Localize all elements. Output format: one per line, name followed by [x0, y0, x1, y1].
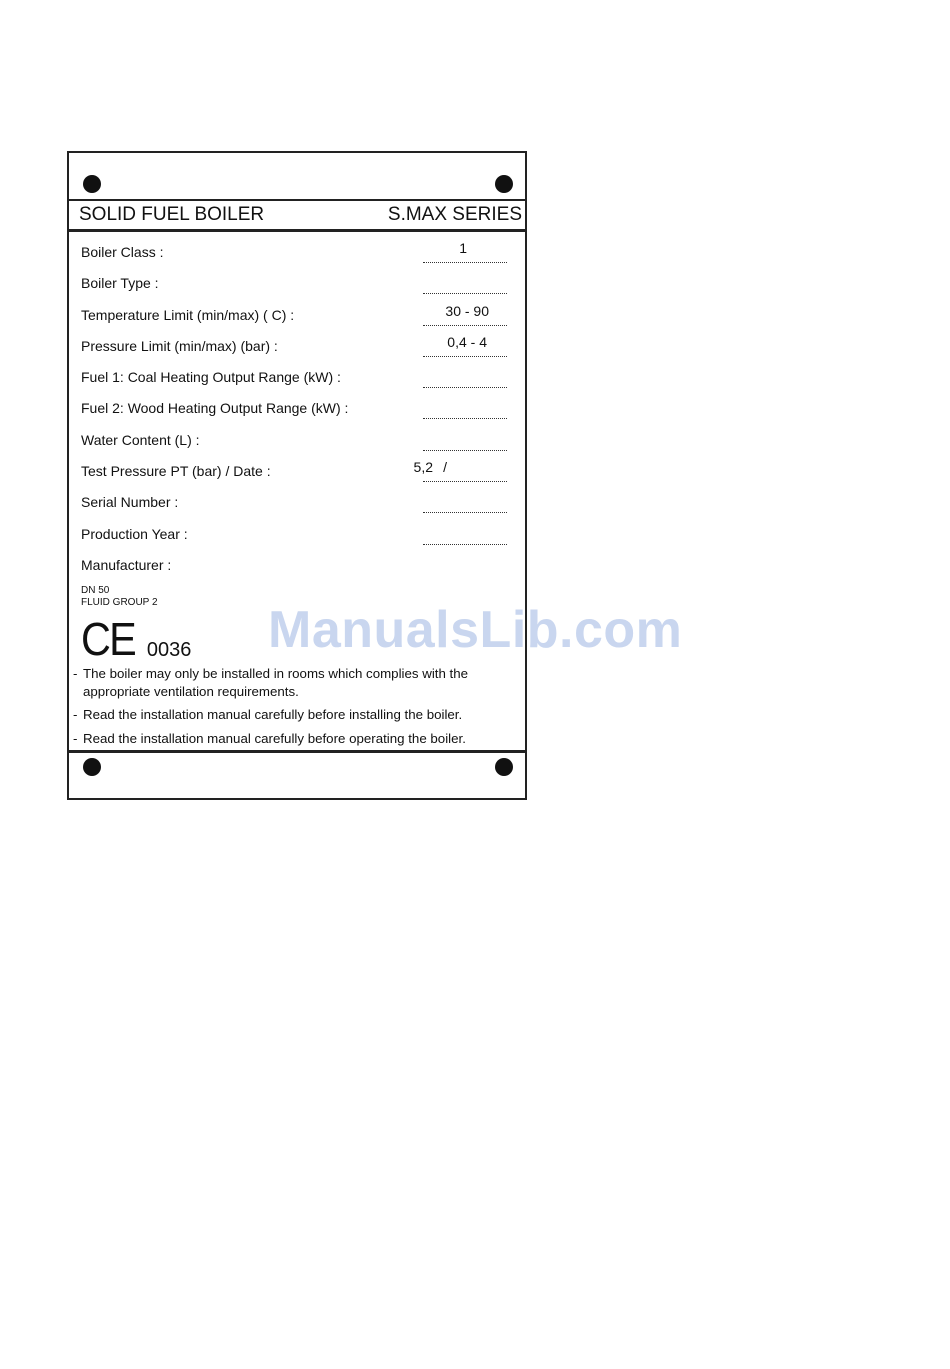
- field-value: 1: [459, 240, 467, 256]
- watermark: ManualsLib.com: [268, 601, 683, 659]
- field-dotted-line: [423, 369, 507, 388]
- mounting-hole-top-left: [83, 175, 101, 193]
- field-dotted-line: [423, 526, 507, 545]
- field-water-content: [81, 428, 507, 459]
- field-label: Fuel 1: Coal Heating Output Range (kW) :: [81, 369, 341, 386]
- field-boiler-class: [81, 240, 507, 271]
- note-text: The boiler may only be installed in rooms which complies with the appropriate ventilation requirements.: [83, 666, 469, 699]
- field-label: Temperature Limit (min/max) ( C) :: [81, 306, 295, 323]
- field-pressure-limit: [81, 334, 507, 365]
- plate-notes: [73, 665, 517, 753]
- field-fuel-2: [81, 396, 507, 427]
- field-dotted-line: [423, 494, 507, 513]
- field-label: Boiler Class :: [81, 244, 164, 260]
- plate-fields: [81, 240, 507, 584]
- bottom-divider: [69, 750, 525, 753]
- plate-title-left: SOLID FUEL BOILER: [79, 204, 265, 225]
- field-value: 30 - 90: [445, 302, 489, 319]
- field-fuel-1: [81, 365, 507, 396]
- field-label: Boiler Type :: [81, 275, 159, 292]
- plate-title-bar: [69, 199, 525, 232]
- field-dotted-line: [423, 463, 507, 482]
- fluid-group-label: FLUID GROUP 2: [81, 597, 158, 608]
- field-label: Manufacturer :: [81, 556, 172, 573]
- field-label: Serial Number :: [81, 494, 179, 511]
- note-item: - Read the installation manual carefully before installing the boiler.: [73, 707, 463, 722]
- boiler-rating-plate: [67, 151, 527, 800]
- field-value: 0,4 - 4: [447, 333, 487, 350]
- plate-title-right: S.MAX SERIES: [387, 204, 522, 225]
- mounting-hole-bottom-left: [83, 758, 101, 776]
- field-label: Production Year :: [81, 525, 188, 542]
- mounting-hole-bottom-right: [495, 758, 513, 776]
- field-production-year: [81, 522, 507, 553]
- ce-mark-icon: CE: [81, 613, 135, 665]
- note-text: Read the installation manual carefully before installing the boiler.: [83, 707, 463, 722]
- field-dotted-line: [423, 400, 507, 419]
- note-item: - The boiler may only be installed in rooms which complies with the appropriate ventilation requirements.: [73, 665, 517, 700]
- field-dotted-line: [423, 432, 507, 451]
- note-text: Read the installation manual carefully before operating the boiler.: [83, 730, 466, 746]
- field-manufacturer: [81, 553, 507, 584]
- note-item: - Read the installation manual carefully before operating the boiler.: [73, 730, 466, 746]
- field-temperature-limit: [81, 303, 507, 334]
- field-label: Water Content (L) :: [81, 431, 200, 448]
- ce-marking: [81, 613, 192, 665]
- field-serial-number: [81, 490, 507, 521]
- field-test-pressure: [81, 459, 507, 490]
- field-label: Pressure Limit (min/max) (bar) :: [81, 337, 278, 354]
- mounting-hole-top-right: [495, 175, 513, 193]
- field-boiler-type: [81, 271, 507, 302]
- ce-notified-body-number: 0036: [146, 639, 192, 661]
- field-dotted-line: [423, 275, 507, 294]
- dn-label: DN 50: [81, 585, 110, 596]
- field-value-separator: /: [443, 459, 447, 476]
- field-value: 5,2: [413, 459, 433, 476]
- field-label: Test Pressure PT (bar) / Date :: [81, 463, 271, 480]
- field-label: Fuel 2: Wood Heating Output Range (kW) :: [81, 400, 349, 417]
